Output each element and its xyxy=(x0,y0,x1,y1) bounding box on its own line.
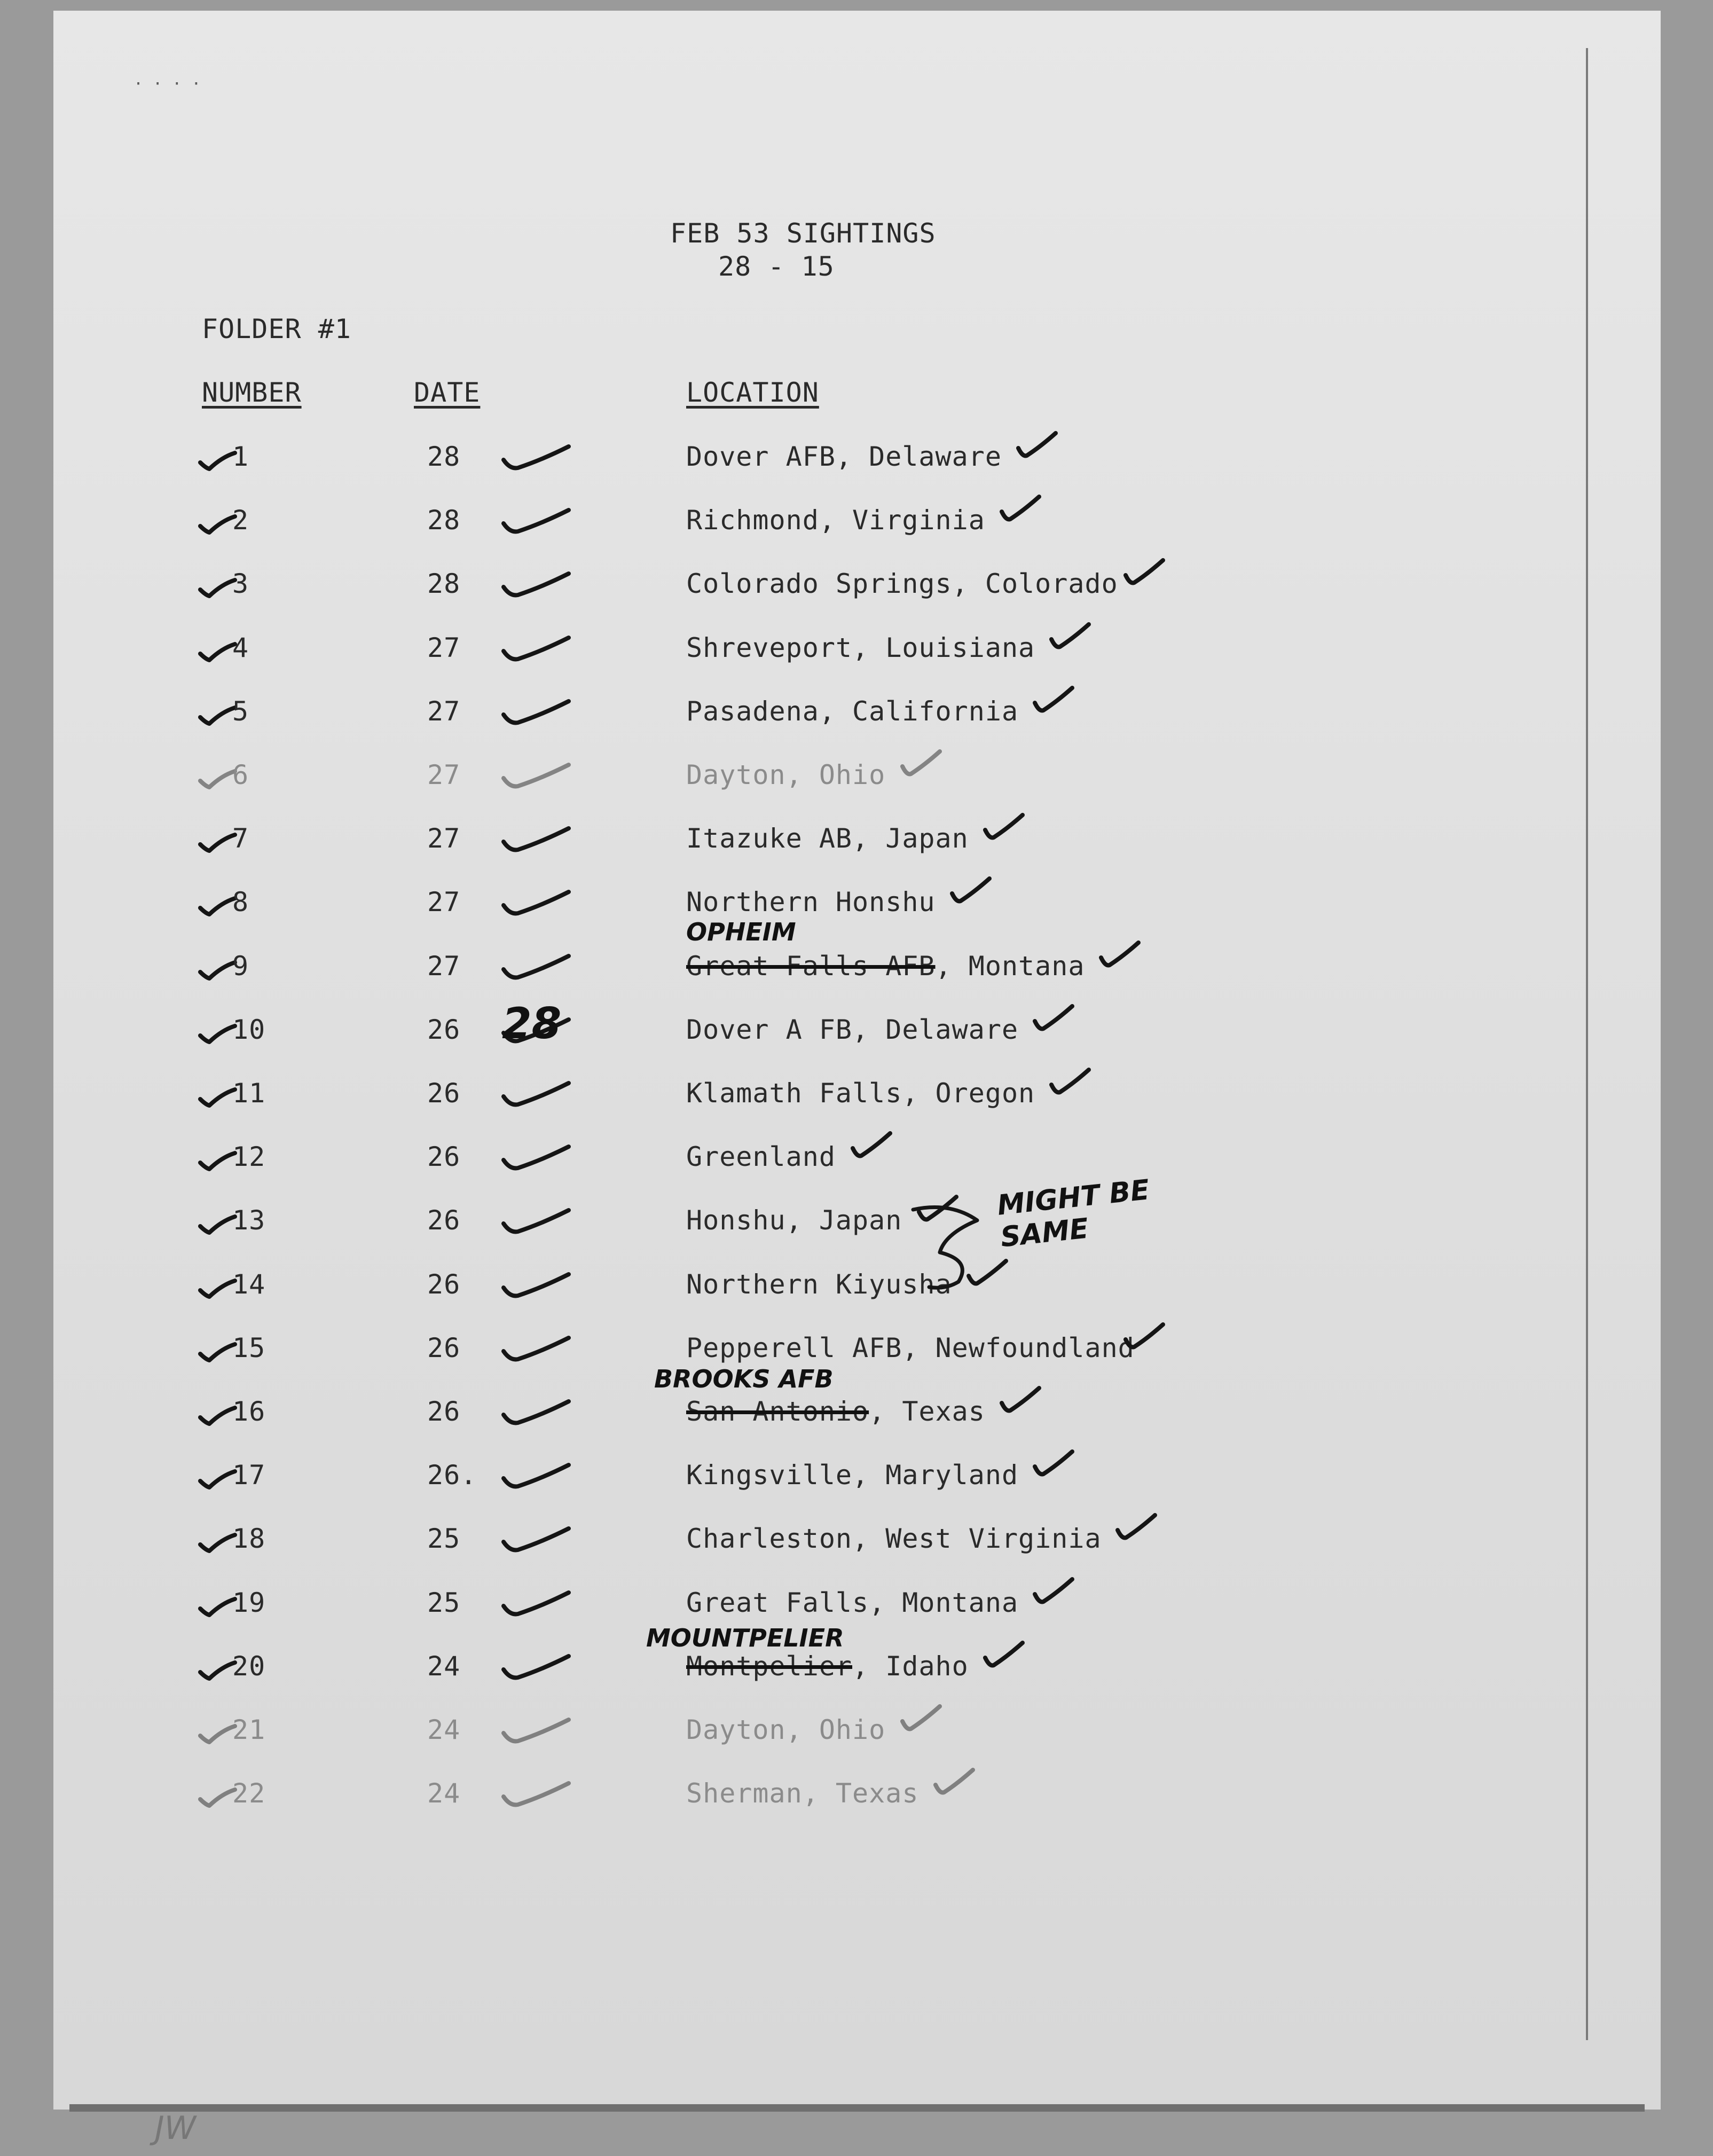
check-mark-date xyxy=(499,1075,579,1118)
struck-location-text: Great Falls AFB xyxy=(686,951,936,982)
row-number: 2 xyxy=(232,505,249,536)
check-mark-location xyxy=(1097,937,1145,975)
check-mark-location xyxy=(1031,1574,1079,1611)
row-number: 16 xyxy=(232,1396,266,1427)
check-mark-location xyxy=(981,1637,1029,1675)
handwritten-note-might-be-same: MIGHT BE SAME xyxy=(995,1174,1151,1254)
check-mark-date xyxy=(499,1202,579,1245)
row-location: Itazuke AB, Japan xyxy=(686,823,969,854)
check-mark-date xyxy=(499,1520,579,1563)
row-date: 24 xyxy=(427,1714,461,1745)
row-location xyxy=(686,951,1085,982)
row-date: 26 xyxy=(427,1078,461,1109)
check-mark-date xyxy=(499,1585,579,1627)
check-mark-date xyxy=(499,1330,579,1373)
check-mark-date xyxy=(499,630,579,672)
row-date: 25 xyxy=(427,1587,461,1618)
location-remainder: , Texas xyxy=(869,1396,985,1427)
row-number: 10 xyxy=(232,1014,266,1045)
check-mark-date xyxy=(499,1712,579,1754)
check-mark-location xyxy=(1113,1510,1161,1547)
row-date: 27 xyxy=(427,632,461,663)
row-location: Dayton, Ohio xyxy=(686,1714,886,1745)
row-date: 28 xyxy=(427,441,461,472)
location-remainder: , Montana xyxy=(935,951,1085,982)
row-location xyxy=(686,1651,969,1682)
check-mark-location xyxy=(1047,1064,1095,1102)
check-mark-location xyxy=(1121,555,1169,592)
row-location: Honshu, Japan xyxy=(686,1205,902,1236)
check-mark-date xyxy=(499,884,579,927)
row-location: Charleston, West Virginia xyxy=(686,1523,1102,1554)
margin-scribble: JW xyxy=(155,2110,197,2147)
row-number: 22 xyxy=(232,1778,266,1809)
row-location: Northern Kiyusha xyxy=(686,1269,952,1300)
row-date: 24 xyxy=(427,1651,461,1682)
check-mark-date xyxy=(499,757,579,799)
check-mark-date xyxy=(499,1457,579,1500)
row-location: Pepperell AFB, Newfoundland xyxy=(686,1332,1135,1363)
check-mark-location xyxy=(848,1128,897,1165)
row-location: Colorado Springs, Colorado xyxy=(686,568,1118,599)
row-location: Dayton, Ohio xyxy=(686,759,886,790)
row-number: 8 xyxy=(232,887,249,918)
row-date: 26 xyxy=(427,1332,461,1363)
page-border-right xyxy=(1586,48,1588,2040)
row-number: 5 xyxy=(232,696,249,727)
row-date: 26 xyxy=(427,1396,461,1427)
column-header-location: LOCATION xyxy=(686,377,819,408)
row-location: Northern Honshu xyxy=(686,887,936,918)
row-date: 25 xyxy=(427,1523,461,1554)
date-range: 28 - 15 xyxy=(718,251,835,282)
check-mark-date xyxy=(499,566,579,608)
check-mark-date xyxy=(499,1648,579,1691)
handwritten-date-correction: 28 xyxy=(502,999,562,1048)
row-number: 6 xyxy=(232,759,249,790)
row-date: 27 xyxy=(427,887,461,918)
row-location: Klamath Falls, Oregon xyxy=(686,1078,1035,1109)
check-mark-location xyxy=(1031,1001,1079,1038)
row-date: 27 xyxy=(427,823,461,854)
row-number: 13 xyxy=(232,1205,266,1236)
row-date: 26 xyxy=(427,1014,461,1045)
margin-dots: · · · · xyxy=(133,75,201,93)
row-number: 3 xyxy=(232,568,249,599)
check-mark-location xyxy=(898,746,946,783)
row-number: 18 xyxy=(232,1523,266,1554)
row-date: 26. xyxy=(427,1460,477,1491)
row-date: 28 xyxy=(427,568,461,599)
check-mark-location xyxy=(898,1701,946,1738)
check-mark-location xyxy=(1047,619,1095,656)
row-date: 26 xyxy=(427,1205,461,1236)
row-number: 11 xyxy=(232,1078,266,1109)
row-number: 14 xyxy=(232,1269,266,1300)
check-mark-location xyxy=(1121,1319,1169,1357)
check-mark-location xyxy=(981,810,1029,847)
location-remainder: , Idaho xyxy=(852,1651,969,1682)
check-mark-date xyxy=(499,438,579,481)
handwritten-brace xyxy=(908,1191,1004,1298)
row-location: Pasadena, California xyxy=(686,696,1019,727)
check-mark-date xyxy=(499,1266,579,1309)
row-location: Kingsville, Maryland xyxy=(686,1460,1019,1491)
row-location: Sherman, Texas xyxy=(686,1778,919,1809)
row-date: 27 xyxy=(427,951,461,982)
column-header-date: DATE xyxy=(414,377,481,408)
check-mark-date xyxy=(499,1393,579,1436)
handwritten-correction-opheim: OPHEIM xyxy=(686,918,796,946)
row-location: Dover A FB, Delaware xyxy=(686,1014,1019,1045)
row-number: 4 xyxy=(232,632,249,663)
folder-label: FOLDER #1 xyxy=(202,313,351,344)
row-number: 1 xyxy=(232,441,249,472)
check-mark-location xyxy=(997,1383,1046,1420)
page-border-bottom xyxy=(69,2104,1645,2112)
row-date: 28 xyxy=(427,505,461,536)
check-mark-location xyxy=(948,873,996,911)
row-number: 19 xyxy=(232,1587,266,1618)
check-mark-date xyxy=(499,820,579,863)
row-number: 12 xyxy=(232,1141,266,1172)
row-number: 7 xyxy=(232,823,249,854)
row-number: 20 xyxy=(232,1651,266,1682)
row-date: 26 xyxy=(427,1269,461,1300)
row-date: 27 xyxy=(427,696,461,727)
row-number: 17 xyxy=(232,1460,266,1491)
row-date: 24 xyxy=(427,1778,461,1809)
check-mark-location xyxy=(931,1765,979,1802)
handwritten-correction-mountpelier: MOUNTPELIER xyxy=(646,1624,844,1652)
row-location xyxy=(686,1396,985,1427)
row-number: 15 xyxy=(232,1332,266,1363)
row-date: 26 xyxy=(427,1141,461,1172)
check-mark-date xyxy=(499,1139,579,1181)
row-location: Dover AFB, Delaware xyxy=(686,441,1002,472)
check-mark-location xyxy=(997,491,1046,529)
row-date: 27 xyxy=(427,759,461,790)
handwritten-correction-brooks-afb: BROOKS AFB xyxy=(654,1365,834,1393)
check-mark-date xyxy=(499,948,579,991)
row-location: Shreveport, Louisiana xyxy=(686,632,1035,663)
check-mark-date xyxy=(499,502,579,545)
check-mark-date xyxy=(499,693,579,736)
row-location: Richmond, Virginia xyxy=(686,505,985,536)
check-mark-date xyxy=(499,1775,579,1818)
row-location: Great Falls, Montana xyxy=(686,1587,1019,1618)
check-mark-location xyxy=(1031,683,1079,720)
row-location: Greenland xyxy=(686,1141,836,1172)
struck-location-text: San Antonio xyxy=(686,1396,869,1427)
page-title: FEB 53 SIGHTINGS xyxy=(670,218,936,249)
row-number: 9 xyxy=(232,951,249,982)
struck-location-text: Montpelier xyxy=(686,1651,853,1682)
row-number: 21 xyxy=(232,1714,266,1745)
column-header-number: NUMBER xyxy=(202,377,302,408)
check-mark-location xyxy=(1014,428,1062,465)
check-mark-location xyxy=(1031,1446,1079,1484)
